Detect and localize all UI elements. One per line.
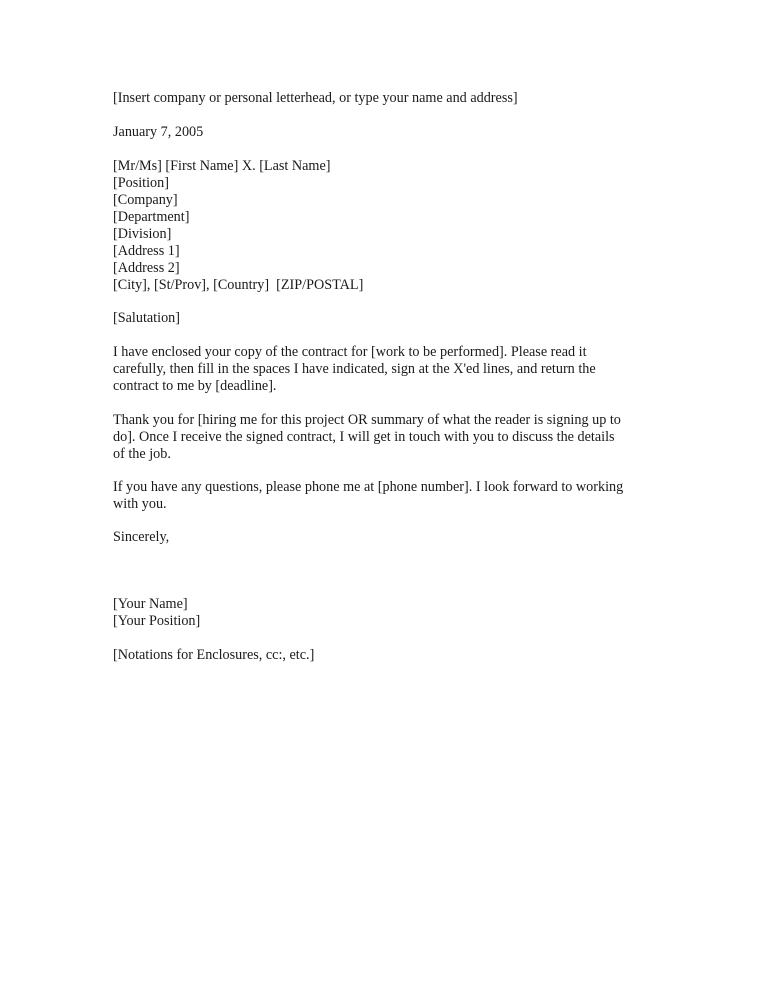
signature-block [113, 596, 633, 630]
recipient-name: [Mr/Ms] [First Name] X. [Last Name] [113, 158, 331, 174]
paragraph-line: I have enclosed your copy of the contract for [work to be performed]. Please read it [113, 344, 587, 360]
recipient-position: [Position] [113, 175, 169, 191]
signature-name: [Your Name] [113, 596, 188, 612]
paragraph-line: of the job. [113, 446, 171, 462]
signature-position: [Your Position] [113, 613, 201, 629]
body-paragraph-3 [113, 479, 633, 513]
recipient-department: [Department] [113, 209, 190, 225]
closing-text: Sincerely, [113, 529, 170, 545]
body-paragraph-1 [113, 344, 633, 395]
date-text: January 7, 2005 [113, 124, 204, 140]
closing [113, 529, 633, 546]
recipient-city-line: [City], [St/Prov], [Country] [ZIP/POSTAL] [113, 277, 364, 293]
body-paragraph-2 [113, 412, 633, 463]
paragraph-line: If you have any questions, please phone me at [phone number]. I look forward to working [113, 479, 624, 495]
recipient-address-2: [Address 2] [113, 260, 180, 276]
paragraph-line: carefully, then fill in the spaces I have indicated, sign at the X'ed lines, and return the [113, 361, 596, 377]
salutation-text: [Salutation] [113, 310, 180, 326]
notations [113, 647, 633, 664]
paragraph-line: Thank you for [hiring me for this project OR summary of what the reader is signing up to [113, 412, 621, 428]
letter-date [113, 124, 633, 141]
recipient-address-block [113, 158, 633, 294]
recipient-address-1: [Address 1] [113, 243, 180, 259]
notations-text: [Notations for Enclosures, cc:, etc.] [113, 647, 315, 663]
recipient-company: [Company] [113, 192, 178, 208]
recipient-division: [Division] [113, 226, 172, 242]
salutation [113, 310, 633, 327]
paragraph-line: do]. Once I receive the signed contract, I will get in touch with you to discuss the details [113, 429, 615, 445]
paragraph-line: with you. [113, 496, 167, 512]
letterhead-text: [Insert company or personal letterhead, or type your name and address] [113, 90, 518, 106]
paragraph-line: contract to me by [deadline]. [113, 378, 277, 394]
letterhead [113, 90, 633, 107]
